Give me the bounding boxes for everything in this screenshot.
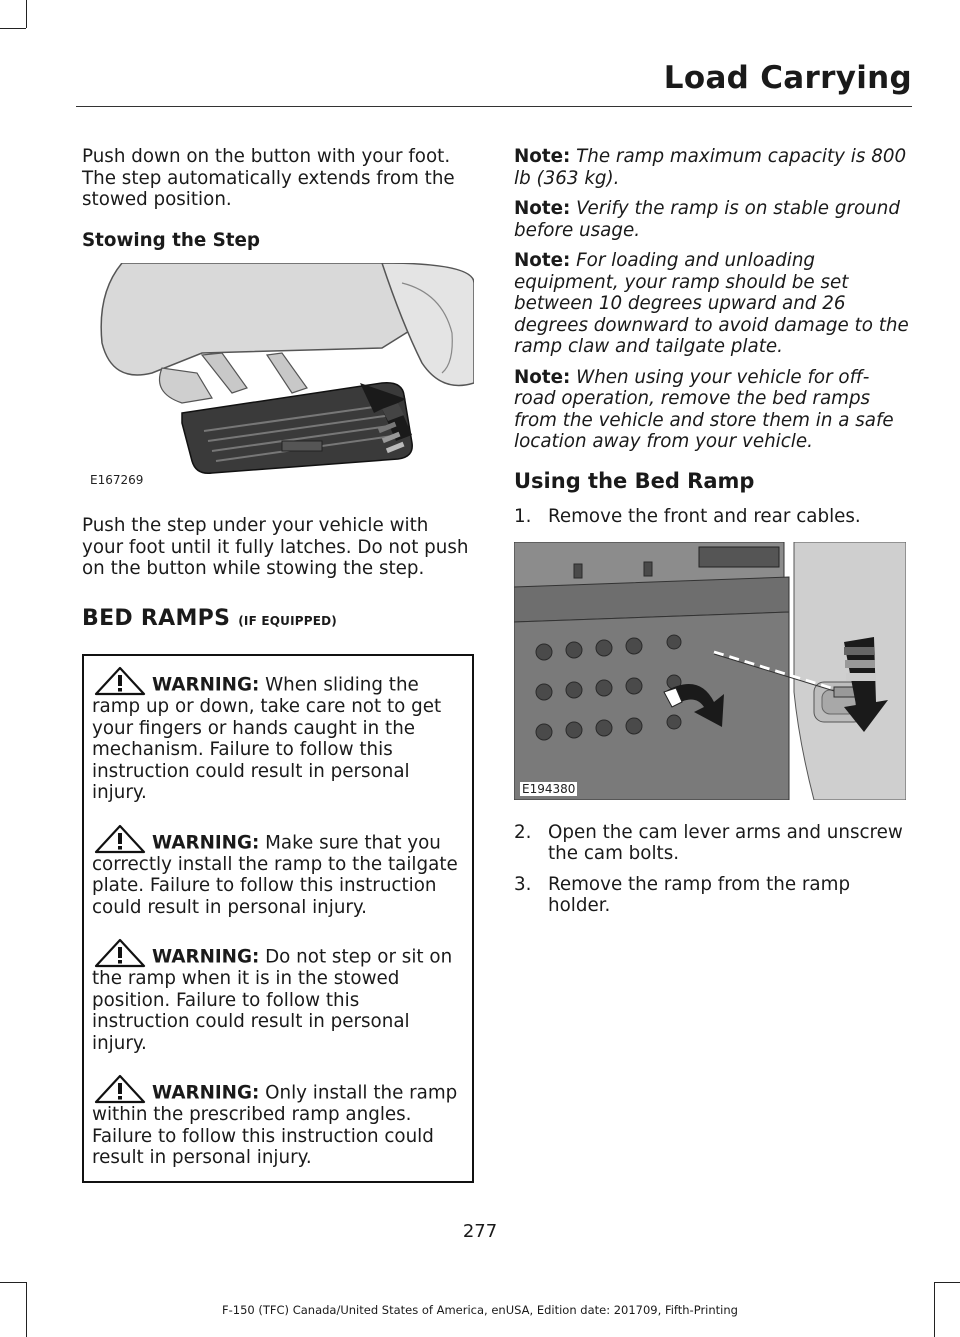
page-footer: F-150 (TFC) Canada/United States of America, enUSA, Edition date: 201709, Fifth-Printing [222,1303,738,1317]
note-item [514,198,910,241]
list-item [514,506,910,528]
step-text: Open the cam lever arms and unscrew the cam bolts. [548,821,903,864]
list-item [514,822,910,865]
section-title [82,605,474,633]
note-item [514,250,910,358]
figure-code: E167269 [90,473,144,487]
left-column [82,146,474,1183]
note-label: Note: [514,250,571,271]
note-label: Note: [514,366,571,388]
warning-label: WARNING: [152,832,260,853]
page-number: 277 [462,1221,498,1242]
step-number: 1. [514,506,532,527]
note-text: For loading and unloading equipment, your ramp should be set between 10 degrees upward and 26 degrees downward to avoid damage to the ramp claw and tailgate plate. [514,250,909,357]
step-number: 3. [514,873,532,895]
note-text: The ramp maximum capacity is 800 lb (363 kg). [514,146,907,189]
note-label: Note: [514,146,571,167]
step-illustration [82,263,474,491]
crop-mark [0,28,26,29]
note-item [514,367,910,453]
warning-item [92,666,462,804]
steps-list [514,822,910,917]
warning-label: WARNING: [152,1082,260,1104]
note-text: When using your vehicle for off-road operation, remove the bed ramps from the vehicle and store them in a safe location away from your vehicle. [514,366,894,452]
step-number: 2. [514,821,532,843]
list-item [514,874,910,917]
warning-item [92,938,462,1054]
note-item [514,146,910,189]
note-text: Verify the ramp is on stable ground before usage. [514,198,900,241]
warning-triangle-icon [92,824,148,854]
warning-label: WARNING: [152,946,260,968]
crop-mark [0,1282,26,1283]
stowing-heading: Stowing the Step [82,229,260,251]
page-title: Load Carrying [76,60,912,107]
step-text: Remove the front and rear cables. [548,506,861,527]
warning-label: WARNING: [152,674,260,696]
stowing-paragraph: Push the step under your vehicle with your foot until it fully latches. Do not push on the button while stowing the step. [82,515,469,579]
steps-list [514,506,910,528]
figure-code: E194380 [522,781,576,796]
warning-text: Make sure that you correctly install the ramp to the tailgate plate. Failure to follow this instruction could result in personal injury. [92,832,458,918]
section-title-suffix: (IF EQUIPPED) [238,613,337,628]
intro-paragraph: Push down on the button with your foot. The step automatically extends from the stowed position. [82,146,455,210]
ramp-illustration [514,542,906,800]
warning-triangle-icon [92,1074,148,1104]
note-label: Note: [514,198,571,219]
section-title-text: BED RAMPS [82,605,231,631]
warning-text: Do not step or sit on the ramp when it is in the stowed position. Failure to follow this instruction could result in personal injury. [92,946,453,1054]
right-column [514,146,910,917]
using-heading: Using the Bed Ramp [514,468,755,493]
warning-item [92,824,462,919]
crop-mark [934,1282,960,1283]
step-text: Remove the ramp from the ramp holder. [548,873,851,916]
warning-triangle-icon [92,666,148,696]
warning-text: When sliding the ramp up or down, take care not to get your fingers or hands caught in the mechanism. Failure to follow this instruction could result in personal injury. [92,674,442,803]
crop-mark [26,0,27,28]
warning-item [92,1074,462,1169]
warning-text: Only install the ramp within the prescribed ramp angles. Failure to follow this instruction could result in personal injury. [92,1082,458,1168]
warning-triangle-icon [92,938,148,968]
warning-box [82,654,474,1183]
